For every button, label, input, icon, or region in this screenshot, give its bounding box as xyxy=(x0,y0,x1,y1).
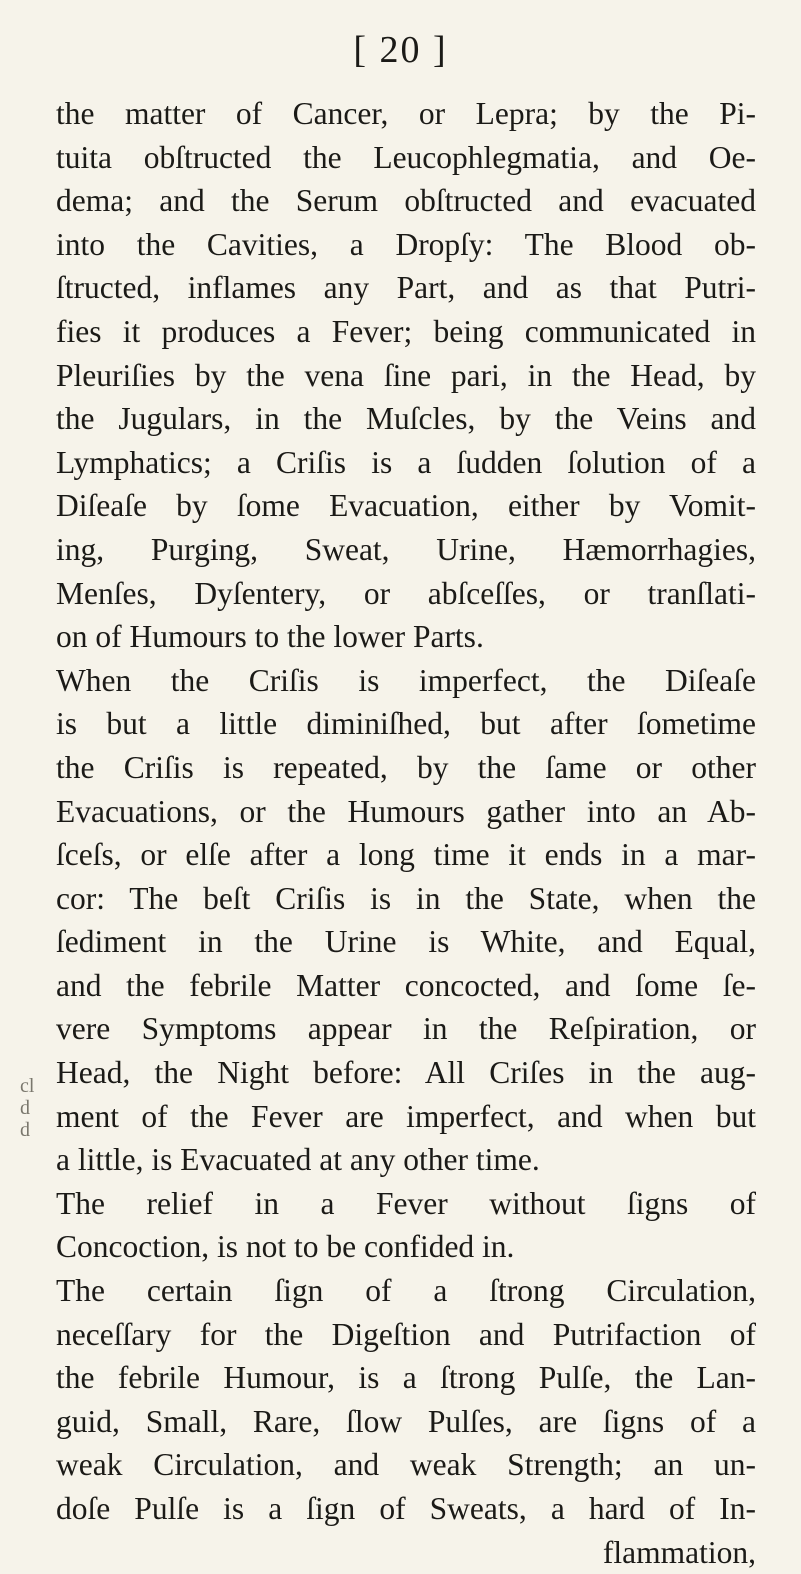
text-line: ſediment in the Urine is White, and Equal, xyxy=(56,924,756,960)
text-line: the febrile Humour, is a ſtrong Pulſe, the Lan- xyxy=(56,1360,756,1396)
text-line: the matter of Cancer, or Lepra; by the Pi- xyxy=(56,96,756,131)
text-line: flammation, xyxy=(602,1534,756,1570)
text-line: ſtructed, inflames any Part, and as that Putri- xyxy=(56,270,756,306)
text-line: doſe Pulſe is a ſign of Sweats, a hard of In- xyxy=(56,1491,756,1526)
text-line: Menſes, Dyſentery, or abſceſſes, or tranſlati- xyxy=(56,575,756,611)
text-line: the Criſis is repeated, by the ſame or other xyxy=(56,749,756,785)
text-line: fies it produces a Fever; being communicated in xyxy=(56,313,756,349)
text-line: the Jugulars, in the Muſcles, by the Veins and xyxy=(56,401,756,437)
text-line: dema; and the Serum obſtructed and evacuated xyxy=(56,183,756,219)
text-line: ing, Purging, Sweat, Urine, Hæmorrhagies, xyxy=(56,531,756,567)
page-number: [ 20 ] xyxy=(353,29,448,71)
text-line: cor: The beſt Criſis is in the State, when the xyxy=(56,880,756,916)
text-line: Pleuriſies by the vena ſine pari, in the Head, by xyxy=(56,357,756,393)
text-line: Evacuations, or the Humours gather into an Ab- xyxy=(56,793,756,829)
text-line: on of Humours to the lower Parts. xyxy=(56,619,484,655)
text-line: ſceſs, or elſe after a long time it ends in a mar- xyxy=(56,837,756,873)
body-text xyxy=(56,92,756,1574)
text-line: Lymphatics; a Criſis is a ſudden ſolution of a xyxy=(56,444,756,480)
text-line: guid, Small, Rare, ſlow Pulſes, are ſigns of a xyxy=(56,1403,756,1439)
text-line: vere Symptoms appear in the Reſpiration, or xyxy=(56,1011,756,1047)
text-line: neceſſary for the Digeſtion and Putrifaction of xyxy=(56,1316,756,1352)
text-line: is but a little diminiſhed, but after ſometime xyxy=(56,706,756,742)
text-line: into the Cavities, a Dropſy: The Blood ob- xyxy=(56,226,756,262)
text-line: When the Criſis is imperfect, the Diſeaſe xyxy=(56,662,756,698)
text-line: weak Circulation, and weak Strength; an un- xyxy=(56,1447,756,1483)
margin-note: cl d d xyxy=(20,1075,35,1141)
text-line: a little, is Evacuated at any other time. xyxy=(56,1142,540,1178)
text-line: The relief in a Fever without ſigns of xyxy=(56,1185,756,1221)
text-line: and the febrile Matter concocted, and ſome ſe- xyxy=(56,967,756,1003)
text-line: tuita obſtructed the Leucophlegmatia, and Oe- xyxy=(56,139,756,175)
text-line: Concoction, is not to be confided in. xyxy=(56,1229,515,1265)
text-line: Diſeaſe by ſome Evacuation, either by Vomit- xyxy=(56,488,756,524)
text-line: Head, the Night before: All Criſes in the aug- xyxy=(56,1055,756,1091)
text-line: The certain ſign of a ſtrong Circulation, xyxy=(56,1273,756,1309)
text-line: ment of the Fever are imperfect, and when but xyxy=(56,1098,756,1134)
